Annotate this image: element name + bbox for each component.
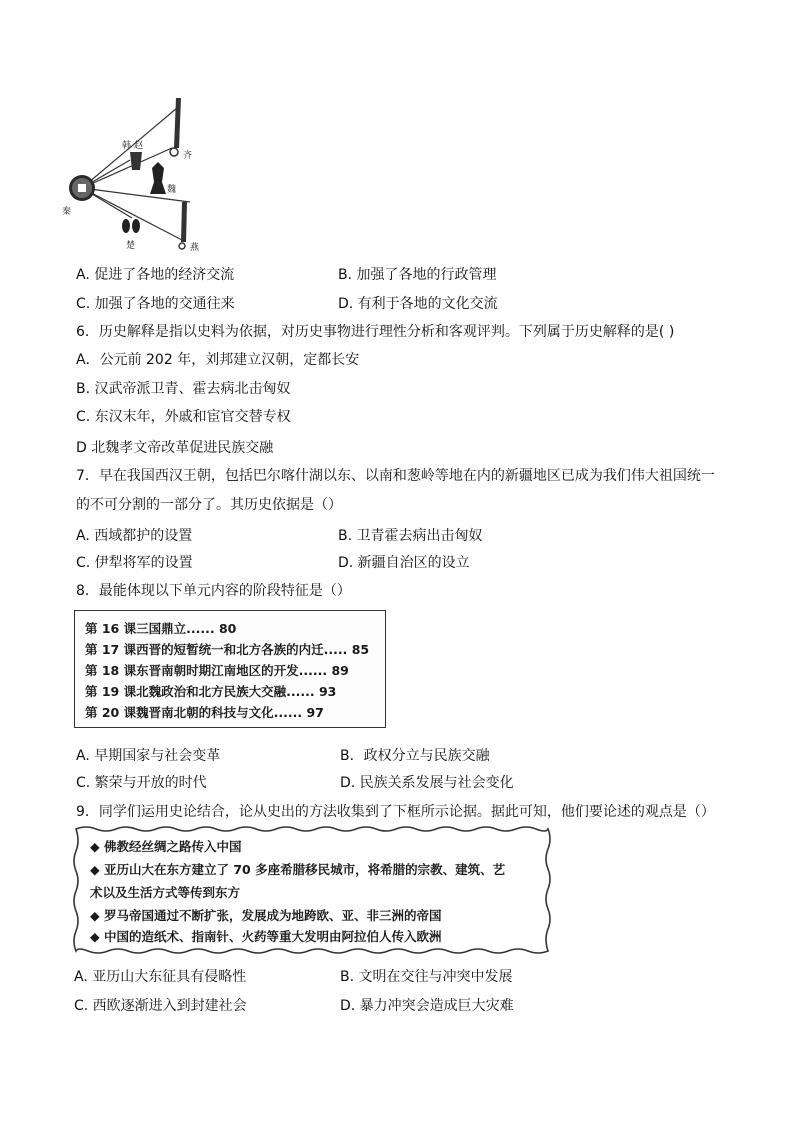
warring-states-map-figure [60,90,230,260]
q8-stem: 8．最能体现以下单元内容的阶段特征是（） [76,583,351,599]
map-label-yan: 燕 [190,243,200,253]
evidence-line-2: ◆ 亚历山大在东方建立了 70 多座希腊移民城市，将希腊的宗教、建筑、艺 [90,862,506,877]
toc-line-18: 第 18 课东晋南朝时期江南地区的开发...... 89 [85,663,349,678]
map-label-han: 韩 [122,141,132,151]
q9-option-d: D. 暴力冲突会造成巨大灾难 [340,998,514,1014]
q7-stem-line2: 的不可分割的一部分了。其历史依据是（） [76,497,342,513]
toc-line-19: 第 19 课北魏政治和北方民族大交融...... 93 [85,684,337,699]
q6-stem: 6．历史解释是指以史料为依据，对历史事物进行理性分析和客观评判。下列属于历史解释的是( ) [76,324,675,340]
zhao-spade-coin-icon [130,152,142,170]
toc-line-16: 第 16 课三国鼎立...... 80 [85,621,237,636]
chu-ant-nose-coin-icon [122,219,140,233]
q7-option-c: C. 伊犁将军的设置 [76,555,193,571]
q5-option-d: D. 有利于各地的文化交流 [338,296,498,312]
unit-contents-box [74,610,386,728]
evidence-line-5: ◆ 中国的造纸术、指南针、火药等重大发明由阿拉伯人传入欧洲 [90,929,442,944]
qi-knife-coin-icon [170,98,181,156]
toc-line-17: 第 17 课西晋的短暂统一和北方各族的内迁..... 85 [85,642,370,657]
evidence-line-3: 术以及生活方式等传到东方 [90,885,241,900]
q7-option-a: A. 西域都护的设置 [76,528,193,544]
q8-option-d: D. 民族关系发展与社会变化 [340,775,514,791]
q8-option-b: B．政权分立与民族交融 [340,748,490,764]
q9-option-b: B. 文明在交往与冲突中发展 [340,969,513,985]
q9-stem: 9．同学们运用史论结合，论从史出的方法收集到了下框所示论据。据此可知，他们要论述的观点是（） [76,804,715,820]
evidence-line-4: ◆ 罗马帝国通过不断扩张，发展成为地跨欧、亚、非三洲的帝国 [90,908,442,923]
q8-option-a: A. 早期国家与社会变革 [76,748,221,764]
toc-line-20: 第 20 课魏晋南北朝的科技与文化...... 97 [85,705,324,720]
map-label-qin: 秦 [62,207,72,217]
q5-option-a: A. 促进了各地的经济交流 [76,267,235,283]
q6-option-a: A．公元前 202 年，刘邦建立汉朝，定都长安 [76,352,360,368]
q5-option-b: B. 加强了各地的行政管理 [338,267,497,283]
wei-spade-coin-icon [150,162,166,194]
q7-option-b: B. 卫青霍去病出击匈奴 [338,528,483,544]
q6-option-b: B. 汉武帝派卫青、霍去病北击匈奴 [76,381,291,397]
map-label-zhao: 赵 [134,141,144,151]
q9-option-a: A. 亚历山大东征具有侵略性 [74,969,247,985]
map-label-chu: 楚 [126,241,136,251]
evidence-box [72,825,552,955]
q9-option-c: C. 西欧逐渐进入到封建社会 [74,998,247,1014]
qin-coin-icon [69,175,95,201]
q7-option-d: D. 新疆自治区的设立 [338,555,470,571]
q5-option-c: C. 加强了各地的交通往来 [76,296,235,312]
yan-knife-coin-icon [179,202,187,249]
map-label-wei: 魏 [167,185,177,195]
q7-stem-line1: 7．早在我国西汉王朝，包括巴尔喀什湖以东、以南和葱岭等地在内的新疆地区已成为我们伟大祖国统一 [76,468,715,484]
evidence-line-1: ◆ 佛教经丝绸之路传入中国 [90,839,242,854]
q8-option-c: C. 繁荣与开放的时代 [76,775,207,791]
q6-option-c: C. 东汉末年，外戚和宦官交替专权 [76,409,291,425]
map-label-qi: 齐 [183,151,193,161]
q6-option-d: D 北魏孝文帝改革促进民族交融 [76,440,274,456]
